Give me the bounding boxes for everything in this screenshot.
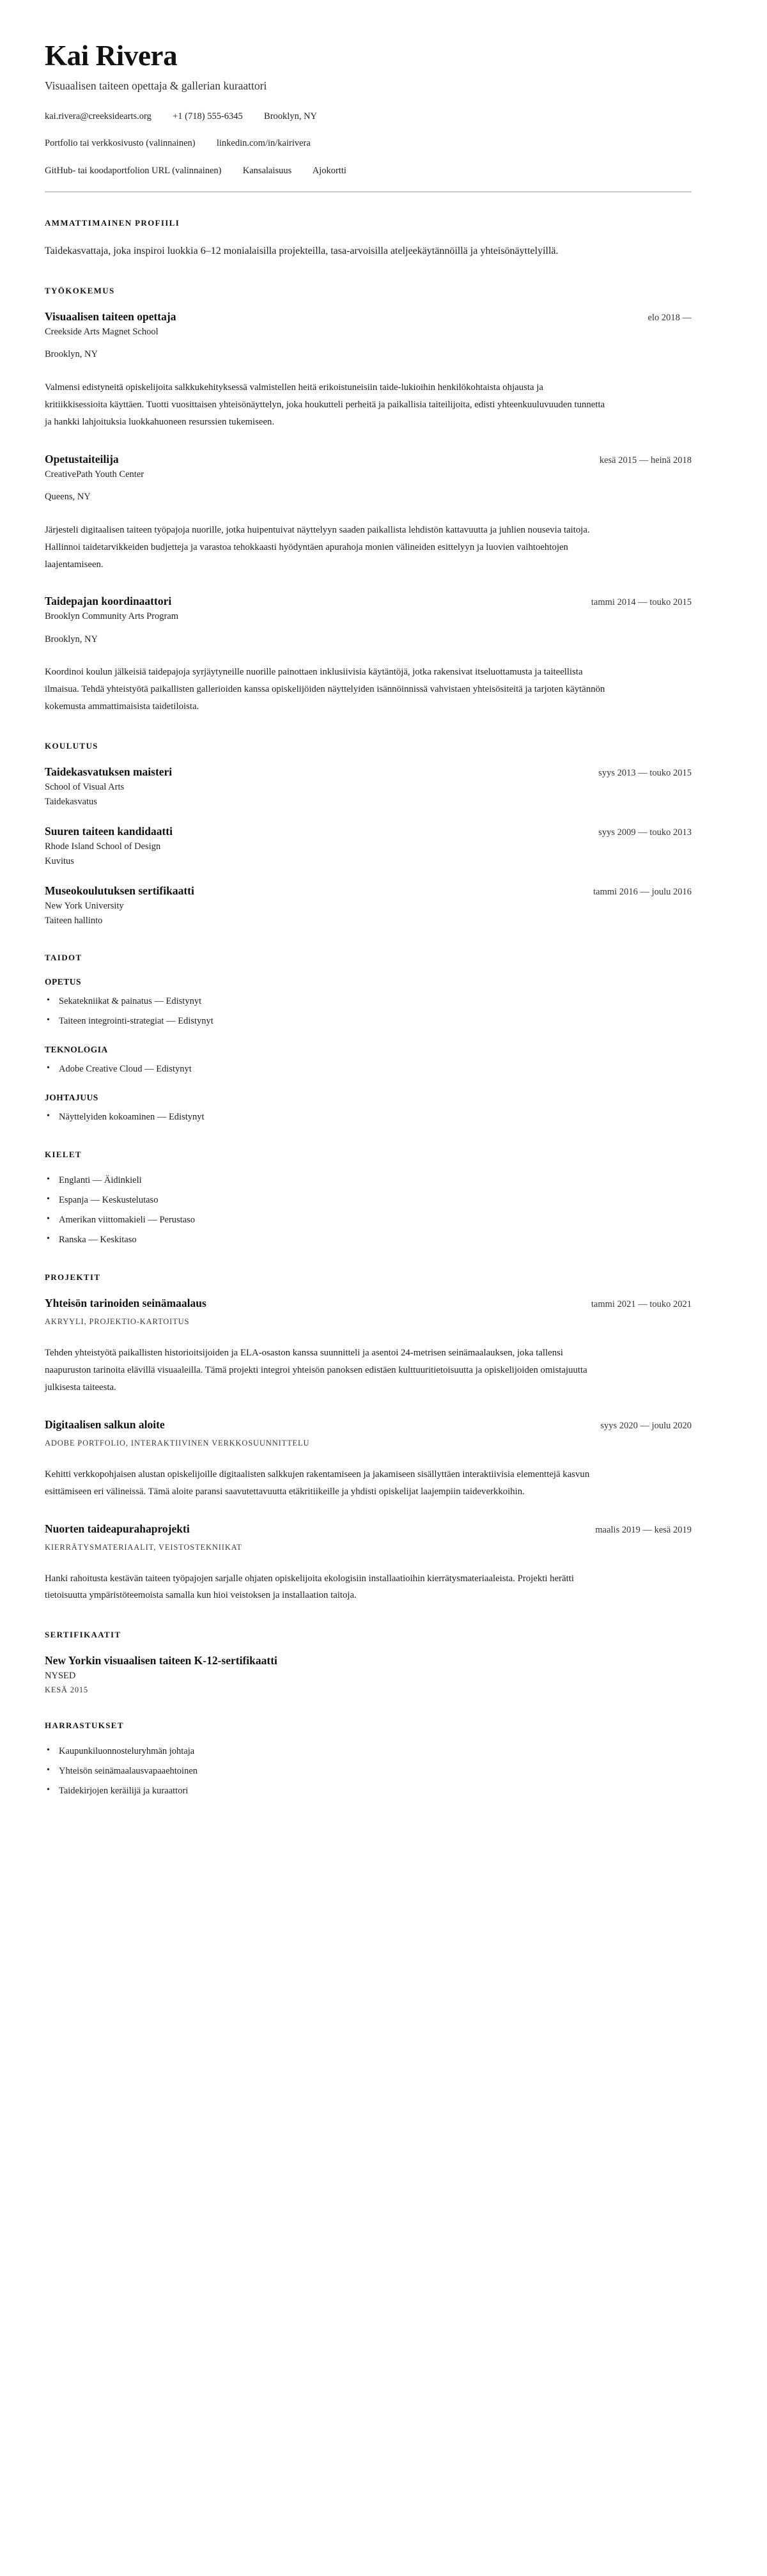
candidate-name: Kai Rivera [45,40,178,72]
language-item: • Ranska — Keskitaso [59,1233,692,1247]
skill-group-name: TEKNOLOGIA [45,1045,108,1055]
education-degree: Taidekasvatuksen maisteri [45,765,173,779]
experience-entry [45,310,692,431]
education-entry [45,825,692,868]
header-divider [45,191,692,192]
section-skills [45,953,692,1124]
education-entry-head [45,884,692,898]
skill-group [45,1045,692,1076]
skill-item: • Näyttelyiden kokoaminen — Edistynyt [59,1111,692,1124]
contact-row-2 [45,137,692,150]
project-tags: KIERRÄTYSMATERIAALIT, VEISTOSTEKNIIKAT [45,1542,242,1552]
certificate-name: New Yorkin visuaalisen taiteen K-12-sertifikaatti [45,1654,277,1667]
section-title-projects: PROJEKTIT [45,1272,101,1283]
experience-entry-head [45,310,692,324]
language-item: • Englanti — Äidinkieli [59,1174,692,1187]
section-title-profile: AMMATTIMAINEN PROFIILI [45,217,180,228]
education-field: Kuvitus [45,855,74,866]
education-field: Taiteen hallinto [45,915,103,926]
project-entry [45,1297,692,1396]
project-date: tammi 2021 — touko 2021 [591,1299,692,1310]
skill-list [45,1063,692,1076]
experience-entry-head [45,595,692,609]
education-entry [45,884,692,927]
experience-organization: CreativePath Youth Center [45,469,144,480]
contact-linkedin: linkedin.com/in/kairivera [216,138,311,149]
section-title-education: KOULUTUS [45,741,98,751]
education-field: Taidekasvatus [45,796,97,807]
contact-row-1 [45,110,692,123]
certificate-issuer: NYSED [45,1671,76,1682]
project-entry-head [45,1297,692,1311]
experience-date: elo 2018 — [647,312,692,323]
experience-description: Järjesteli digitaalisen taiteen työpajoja nuorille, jotka huipentuivat näyttelyyn saaden paikallista lehdistön kattavuutta ja juhlien nousevia taitoja. Hallinnoi taidetarvikkeiden budjetteja ja varastoa tehokkaasti hyödyntäen apurahoja monien välineiden esittelyyn ja luovien vaihtoehtojen laajentamiseen. [45,524,590,570]
experience-location: Queens, NY [45,492,91,503]
experience-entry-head [45,453,692,467]
section-title-skills: TAIDOT [45,953,82,963]
project-entry-head [45,1418,692,1432]
section-title-languages: KIELET [45,1150,82,1160]
section-certificates [45,1630,692,1694]
project-tags: AKRYYLI, PROJEKTIO-KARTOITUS [45,1317,190,1327]
education-degree: Museokoulutuksen sertifikaatti [45,884,194,898]
experience-role: Taidepajan koordinaattori [45,595,172,608]
contact-phone: +1 (718) 555-6345 [173,111,243,121]
project-entry [45,1522,692,1605]
experience-entry [45,453,692,574]
experience-description: Koordinoi koulun jälkeisiä taidepajoja syrjäytyneille nuorille painottaen inklusiivisia käytäntöjä, jotka rakensivat itseluottamusta ja taiteellista ilmaisua. Tehdä yhteistyötä paikallisten gallerioiden kanssa opiskelijöiden näyttelyiden isännöinnissä vahvistaen yhteisösiteitä ja tarjoten käytännön kokemusta ammattimaisista taidetiloista. [45,667,605,712]
experience-entry [45,595,692,715]
section-projects [45,1272,692,1604]
skill-item: • Adobe Creative Cloud — Edistynyt [59,1063,692,1076]
section-title-certificates: SERTIFIKAATIT [45,1630,121,1640]
project-name: Digitaalisen salkun aloite [45,1417,165,1431]
skill-group-name: OPETUS [45,977,82,987]
section-languages [45,1150,692,1247]
interest-list [45,1745,692,1798]
resume-header [45,41,692,192]
project-tags: ADOBE PORTFOLIO, INTERAKTIIVINEN VERKKOSUUNNITTELU [45,1438,310,1448]
contact-portfolio: Portfolio tai verkkosivusto (valinnainen) [45,138,196,149]
section-profile [45,218,692,260]
experience-location: Brooklyn, NY [45,634,98,644]
contact-row-3 [45,164,692,177]
skill-list [45,995,692,1028]
experience-organization: Creekside Arts Magnet School [45,326,159,337]
language-item: • Espanja — Keskustelutaso [59,1194,692,1207]
contact-github: GitHub- tai koodaportfolion URL (valinnainen) [45,165,222,176]
profile-summary-text: Taidekasvattaja, joka inspiroi luokkia 6–12 monialaisilla projekteilla, tasa-arvoisilla ateljeekäytännöillä ja yhteisönäyttelyillä. [45,245,559,256]
section-interests [45,1721,692,1798]
experience-date: tammi 2014 — touko 2015 [591,597,692,608]
education-degree: Suuren taiteen kandidaatti [45,825,173,838]
certificate-date: KESÄ 2015 [45,1685,88,1694]
interest-item: • Yhteisön seinämaalausvapaaehtoinen [59,1765,692,1778]
experience-organization: Brooklyn Community Arts Program [45,611,179,622]
experience-role: Opetustaiteilija [45,452,119,465]
project-description: Hanki rahoitusta kestävän taiteen työpajojen sarjalle ohjaten opiskelijoita ekologisiin installaatioihin kierrätysmateriaaleista. Projekti herätti tietoisuutta ympäristöteemoista samalla kun hioi veistoksen ja installaation taitoja. [45,1573,574,1601]
section-experience [45,286,692,715]
education-school: School of Visual Arts [45,782,125,793]
education-entry [45,765,692,808]
section-education [45,741,692,927]
skill-group [45,1093,692,1124]
experience-location: Brooklyn, NY [45,349,98,360]
contact-citizenship: Kansalaisuus [242,165,292,176]
section-title-interests: HARRASTUKSET [45,1720,124,1730]
contact-location: Brooklyn, NY [264,111,318,121]
education-date: syys 2009 — touko 2013 [598,827,692,838]
education-date: tammi 2016 — joulu 2016 [593,887,692,898]
project-description: Kehitti verkkopohjaisen alustan opiskelijoille digitaalisten salkkujen rakentamiseen ja jakamiseen sisällyttäen interaktiivisia elementtejä kasvun esittämiseen eri välineissä. Tämä aloite paransi saavutettavuutta etäkritiikeille ja yhdisti opiskelijat laajempiin taideverkkoihin. [45,1469,590,1497]
experience-role: Visuaalisen taiteen opettaja [45,309,176,323]
contact-email: kai.rivera@creeksidearts.org [45,111,151,121]
interest-item: • Taidekirjojen keräilijä ja kuraattori [59,1784,692,1798]
experience-date: kesä 2015 — heinä 2018 [599,455,692,465]
project-date: maalis 2019 — kesä 2019 [595,1524,692,1535]
skill-group [45,977,692,1028]
project-description: Tehden yhteistyötä paikallisten historioitsijoiden ja ELA-osaston kanssa suunnitteli ja asentoi 24-metrisen seinämaalauksen, joka tallensi naapuruston tarinoita elävillä visuaaleilla. Tämä projekti integroi yhteisön panoksen edistäen kulttuuritietoisuutta ja opiskelijoiden omistajuutta julkisesta taiteesta. [45,1348,587,1393]
experience-description: Valmensi edistyneitä opiskelijoita salkkukehityksessä valmistellen heitä erikoistuneisiin taide-lukioihin henkilökohtaista ohjausta ja kritiikkisessioita käyttäen. Tuotti vuosittaisen yhteisönäyttelyn, joka houkutteli perheitä ja paikallisia taiteilijoita, edisti yhteenkuuluvuuden tunnetta ja hankki lahjoituksia luokkahuoneen resurssien tukemiseen. [45,382,605,427]
language-list [45,1174,692,1247]
project-name: Yhteisön tarinoiden seinämaalaus [45,1297,206,1310]
candidate-headline: Visuaalisen taiteen opettaja & gallerian kuraattori [45,79,267,93]
education-school: Rhode Island School of Design [45,841,161,852]
education-school: New York University [45,901,124,912]
project-entry-head [45,1522,692,1536]
section-title-experience: TYÖKOKEMUS [45,285,115,295]
education-entry-head [45,765,692,779]
project-name: Nuorten taideapurahaprojekti [45,1522,190,1535]
contact-driving-license: Ajokortti [312,165,346,176]
project-date: syys 2020 — joulu 2020 [600,1420,692,1431]
project-entry [45,1418,692,1501]
skill-group-name: JOHTAJUUS [45,1093,98,1103]
interest-item: • Kaupunkiluonnosteluryhmän johtaja [59,1745,692,1758]
skill-list [45,1111,692,1124]
language-item: • Amerikan viittomakieli — Perustaso [59,1214,692,1227]
education-date: syys 2013 — touko 2015 [598,768,692,779]
skill-item: • Taiteen integrointi-strategiat — Edistynyt [59,1015,692,1028]
certificate-entry [45,1654,692,1694]
education-entry-head [45,825,692,839]
skill-item: • Sekatekniikat & painatus — Edistynyt [59,995,692,1008]
